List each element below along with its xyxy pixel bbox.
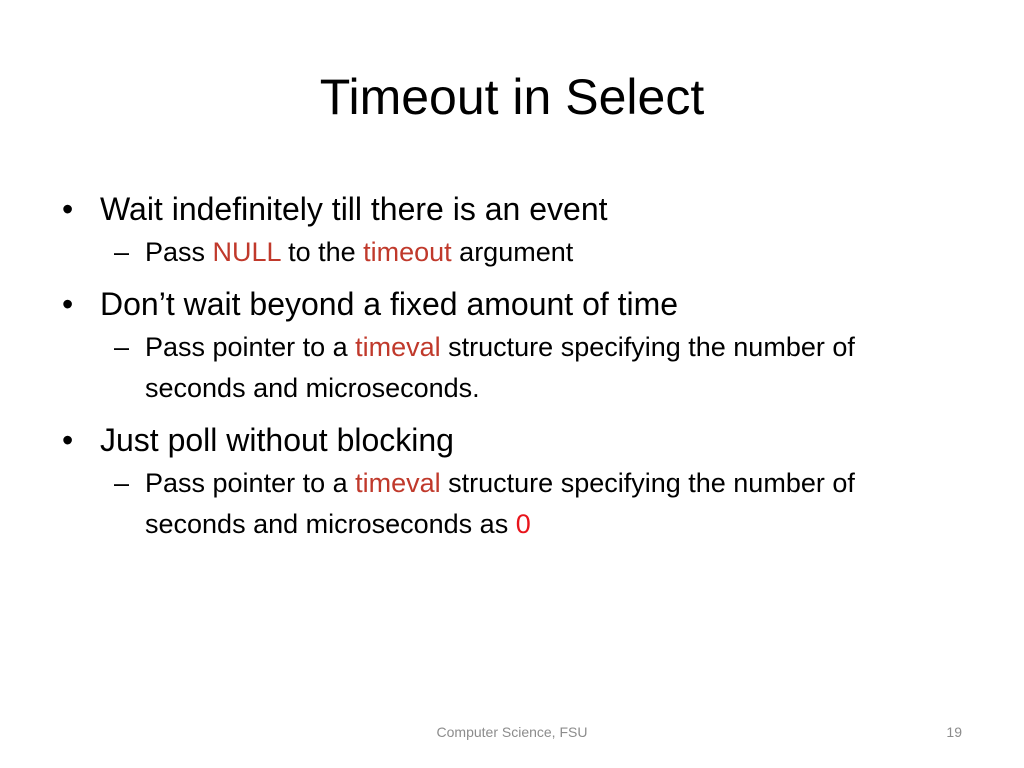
sub-bullet-dash-icon: – [114, 237, 130, 267]
text-run: structure specifying the number of seconds and microseconds. [145, 332, 855, 403]
sub-bullet-text [145, 237, 573, 267]
bullet-item [62, 417, 962, 463]
slide-footer: Computer Science, FSU [436, 724, 588, 740]
text-run: argument [451, 237, 574, 267]
highlight-zero: 0 [515, 509, 531, 539]
sub-bullet-item [62, 463, 962, 545]
slide-title: Timeout in Select [319, 69, 705, 125]
highlight-timeout: timeout [363, 237, 452, 267]
sub-bullet-item [62, 327, 962, 409]
text-run: Pass pointer to a [145, 332, 356, 362]
sub-bullet-text [145, 468, 855, 539]
sub-bullet-item [62, 232, 962, 273]
page-number: 19 [946, 724, 962, 740]
bullet-item [62, 186, 962, 232]
text-run: structure specifying the number of seconds and microseconds as [145, 468, 855, 539]
bullet-dot-icon: • [62, 286, 74, 322]
highlight-null: NULL [212, 237, 281, 267]
highlight-timeval: timeval [355, 468, 441, 498]
text-run: to the [280, 237, 364, 267]
bullet-text: Just poll without blocking [100, 422, 454, 458]
text-run: Pass pointer to a [145, 468, 356, 498]
bullet-item [62, 281, 962, 327]
text-run: Pass [145, 237, 213, 267]
sub-bullet-text [145, 332, 855, 403]
bullet-dot-icon: • [62, 422, 74, 458]
bullet-text: Don’t wait beyond a fixed amount of time [100, 286, 679, 322]
bullet-text: Wait indefinitely till there is an event [100, 191, 608, 227]
highlight-timeval: timeval [355, 332, 441, 362]
slide-body [62, 186, 962, 553]
sub-bullet-dash-icon: – [114, 468, 130, 498]
sub-bullet-dash-icon: – [114, 332, 130, 362]
bullet-dot-icon: • [62, 191, 74, 227]
